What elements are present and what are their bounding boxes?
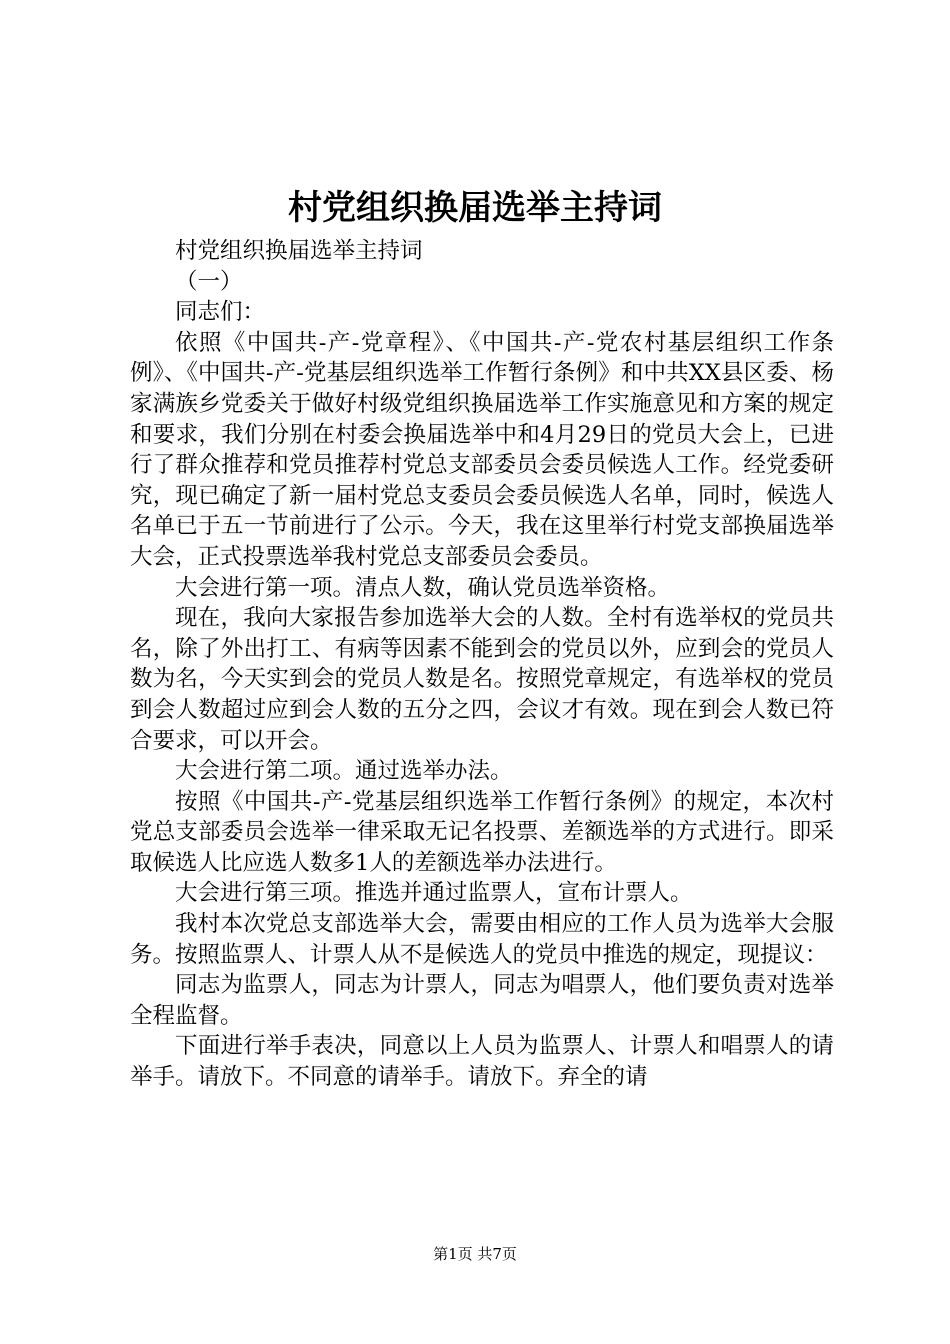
paragraph-subtitle: 村党组织换届选举主持词: [175, 238, 423, 264]
paragraph: 大会进行第二项。通过选举办法。: [175, 758, 513, 785]
paragraph-section-number: （一）: [175, 268, 243, 295]
paragraph: 按照《中国共-产-党基层组织选举工作暂行条例》的规定，本次村党总支部委员会选举一律采取无记名投票、差额选举的方式进行。即采取候选人比应选人数多1人的差额选举办法进行。: [130, 788, 834, 876]
page-number-footer: 第1页 共7页: [433, 1245, 517, 1263]
document-title: 村党组织换届选举主持词: [288, 188, 662, 228]
paragraph: 现在，我向大家报告参加选举大会的人数。全村有选举权的党员共名，除了外出打工、有病等因素不能到会的党员以外，应到会的党员人数为名，今天实到会的党员人数是名。按照党章规定，有选举权的党员到会人数超过应到会人数的五分之四，会议才有效。现在到会人数已符合要求，可以开会。: [130, 605, 834, 754]
paragraph: 大会进行第一项。清点人数，确认党员选举资格。: [175, 574, 671, 601]
paragraph: 我村本次党总支部选举大会，需要由相应的工作人员为选举大会服务。按照监票人、计票人从不是候选人的党员中推选的规定，现提议：: [130, 911, 834, 968]
paragraph: 下面进行举手表决，同意以上人员为监票人、计票人和唱票人的请举手。请放下。不同意的请举手。请放下。弃全的请: [130, 1033, 834, 1091]
paragraph: 大会进行第三项。推选并通过监票人，宣布计票人。: [175, 880, 693, 907]
paragraph: 同志为监票人，同志为计票人，同志为唱票人，他们要负责对选举全程监督。: [130, 972, 834, 1029]
paragraph-salutation: 同志们：: [175, 299, 266, 326]
document-body: [130, 236, 834, 1093]
paragraph: 依照《中国共-产-党章程》、《中国共-产-党农村基层组织工作条例》、《中国共-产-党基层组织选举工作暂行条例》和中共XX县区委、杨家满族乡党委关于做好村级党组织换届选举工作实施意见和方案的规定和要求，我们分别在村委会换届选举中和4月29日的党员大会上，已进行了群众推荐和党员推荐村党总支部委员会委员候选人工作。经党委研究，现已确定了新一届村党总支委员会委员候选人名单，同时，候选人名单已于五一节前进行了公示。今天，我在这里举行村党支部换届选举大会，正式投票选举我村党总支部委员会委员。: [130, 329, 834, 570]
